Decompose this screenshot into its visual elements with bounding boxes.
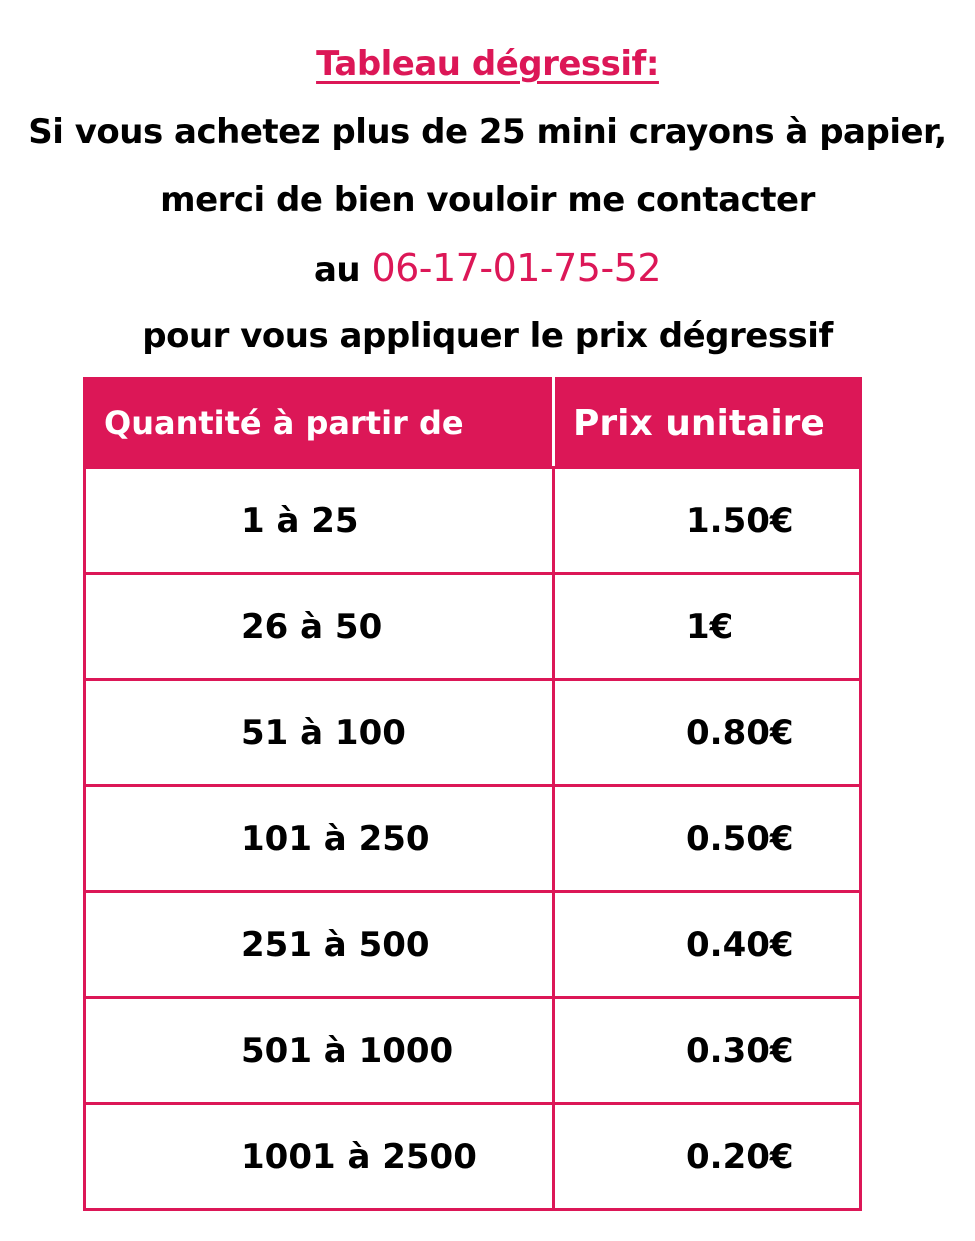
- pricing-table: [83, 377, 862, 1211]
- price-cell: 1€: [554, 574, 861, 680]
- header-quantity: Quantité à partir de: [85, 379, 554, 468]
- table-row: [85, 998, 861, 1104]
- intro-text: [0, 30, 975, 370]
- table-row: [85, 468, 861, 574]
- title-line: [0, 30, 975, 98]
- quantity-cell: 1001 à 2500: [85, 1104, 554, 1210]
- intro-line-2: merci de bien vouloir me contacter: [160, 180, 815, 220]
- table-row: [85, 1104, 861, 1210]
- price-cell: 0.30€: [554, 998, 861, 1104]
- table-row: [85, 786, 861, 892]
- header-price: Prix unitaire: [554, 379, 861, 468]
- table-header-row: [85, 379, 861, 468]
- price-cell: 0.20€: [554, 1104, 861, 1210]
- quantity-cell: 1 à 25: [85, 468, 554, 574]
- intro-line-3-prefix: au: [313, 250, 372, 290]
- table-row: [85, 892, 861, 998]
- phone-number: 06-17-01-75-52: [371, 246, 662, 290]
- table-row: [85, 680, 861, 786]
- table-row: [85, 574, 861, 680]
- intro-line-4: pour vous appliquer le prix dégressif: [142, 316, 833, 356]
- price-cell: 0.50€: [554, 786, 861, 892]
- intro-line-1: Si vous achetez plus de 25 mini crayons à papier,: [28, 112, 947, 152]
- price-cell: 1.50€: [554, 468, 861, 574]
- quantity-cell: 501 à 1000: [85, 998, 554, 1104]
- quantity-cell: 51 à 100: [85, 680, 554, 786]
- quantity-cell: 251 à 500: [85, 892, 554, 998]
- quantity-cell: 26 à 50: [85, 574, 554, 680]
- page-title: Tableau dégressif:: [316, 44, 659, 84]
- price-cell: 0.40€: [554, 892, 861, 998]
- price-cell: 0.80€: [554, 680, 861, 786]
- quantity-cell: 101 à 250: [85, 786, 554, 892]
- intro-line-3: [0, 234, 975, 302]
